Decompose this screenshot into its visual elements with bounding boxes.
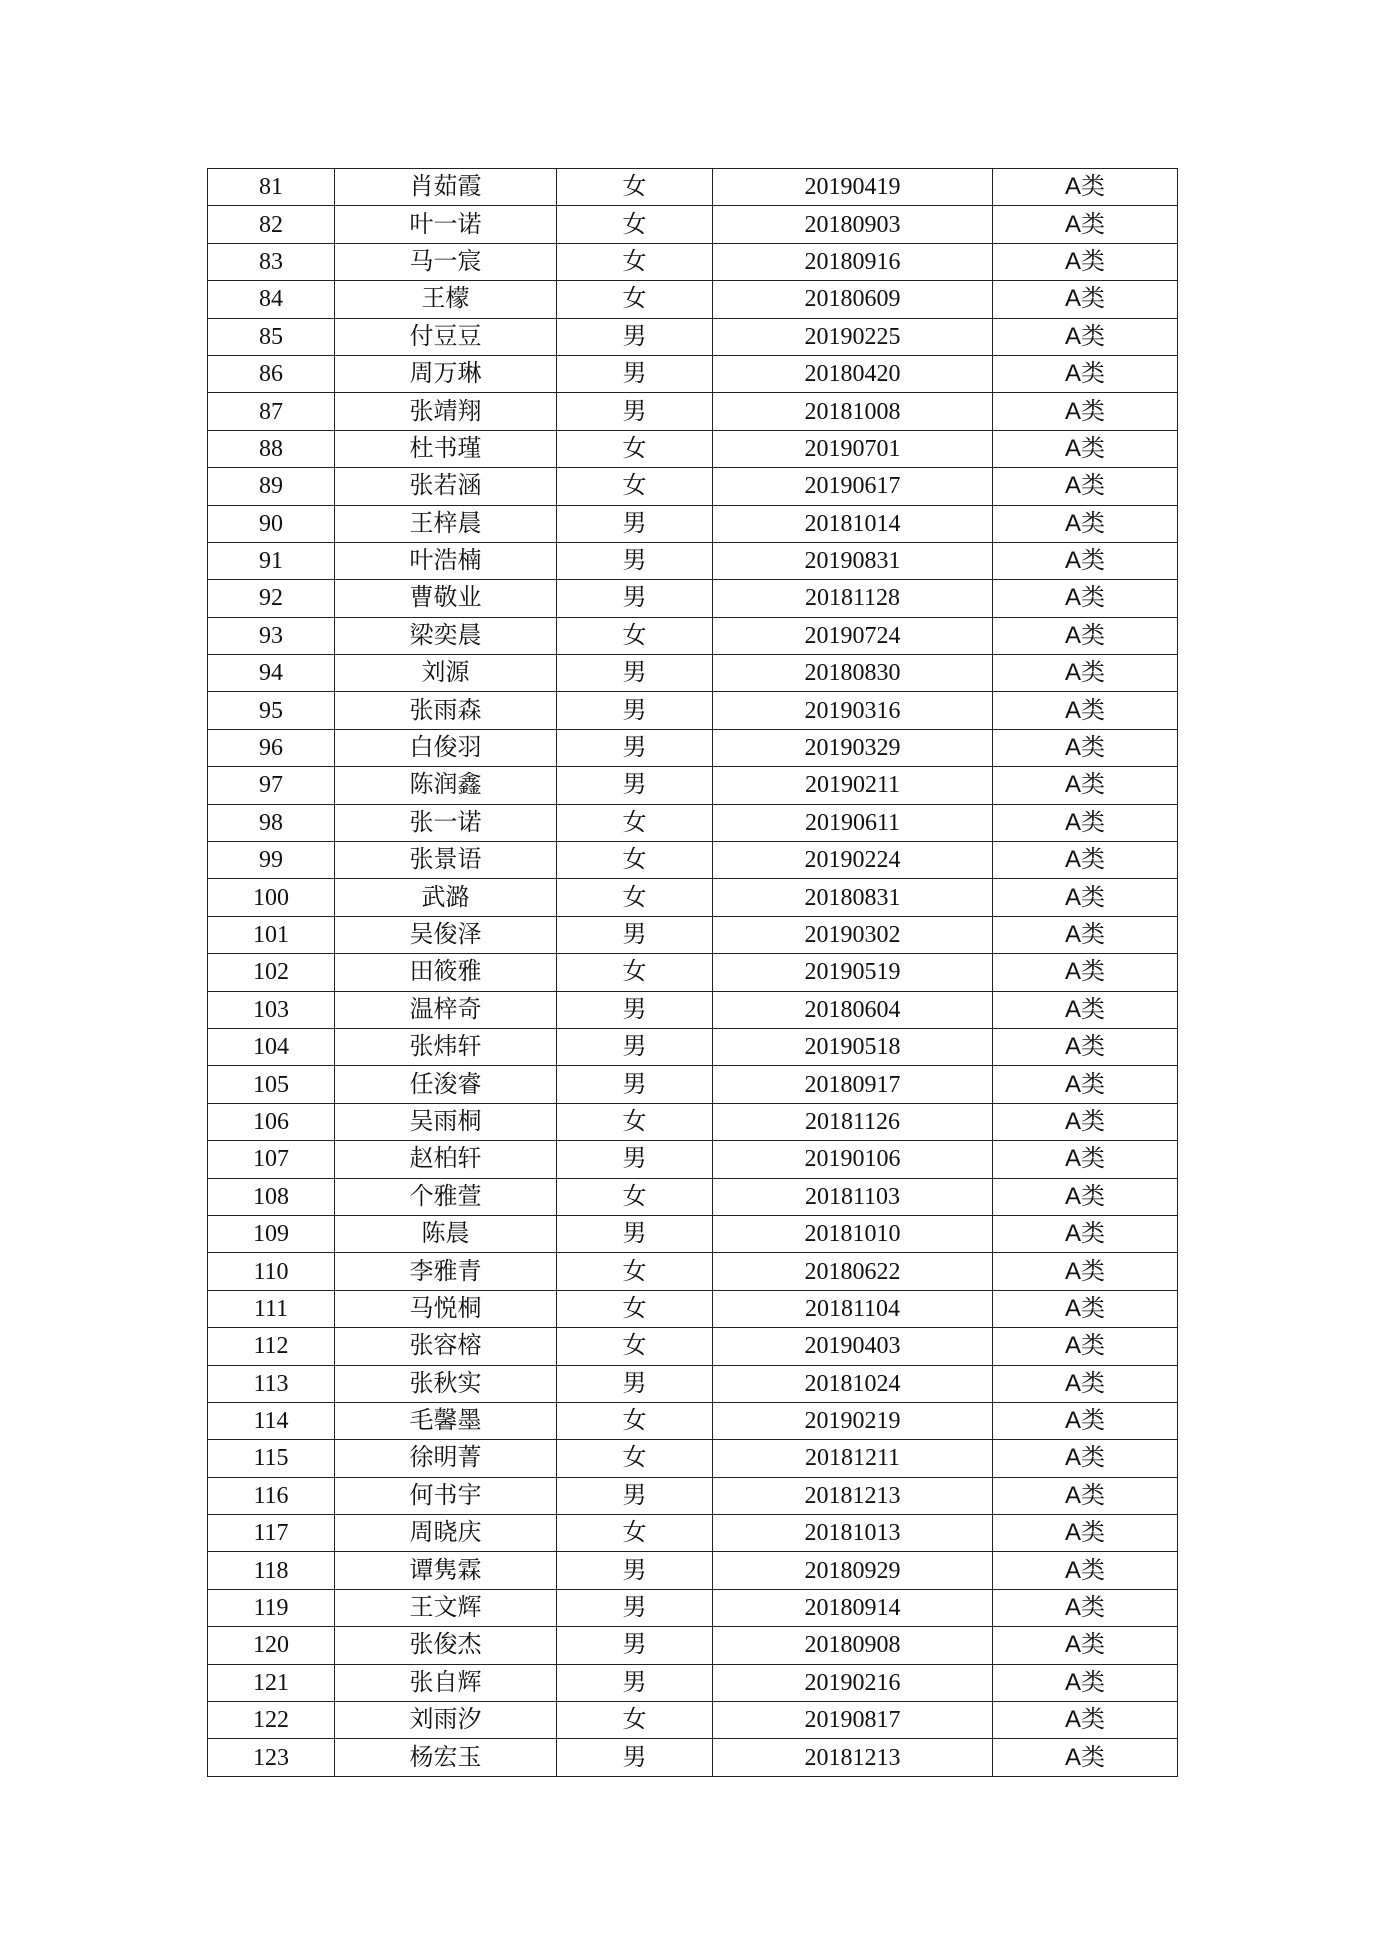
birth-date-cell: 20190211 [713, 767, 993, 804]
table-row [208, 1215, 1178, 1252]
student-name-cell: 温梓奇 [335, 991, 557, 1028]
table-row [208, 1028, 1178, 1065]
category-cell: A类 [993, 1028, 1178, 1065]
category-cell: A类 [993, 1178, 1178, 1215]
student-name-cell: 张俊杰 [335, 1627, 557, 1664]
row-number-cell: 121 [208, 1664, 335, 1701]
row-number-cell: 112 [208, 1328, 335, 1365]
row-number-cell: 111 [208, 1290, 335, 1327]
gender-cell: 女 [557, 430, 713, 467]
birth-date-cell: 20181024 [713, 1365, 993, 1402]
birth-date-cell: 20190302 [713, 916, 993, 953]
table-row [208, 1589, 1178, 1626]
student-name-cell: 张秋实 [335, 1365, 557, 1402]
table-row [208, 505, 1178, 542]
gender-cell: 女 [557, 804, 713, 841]
table-row [208, 1440, 1178, 1477]
row-number-cell: 118 [208, 1552, 335, 1589]
birth-date-cell: 20180622 [713, 1253, 993, 1290]
student-name-cell: 陈润鑫 [335, 767, 557, 804]
birth-date-cell: 20190419 [713, 169, 993, 206]
birth-date-cell: 20190329 [713, 729, 993, 766]
student-name-cell: 王檬 [335, 281, 557, 318]
row-number-cell: 87 [208, 393, 335, 430]
birth-date-cell: 20181013 [713, 1515, 993, 1552]
birth-date-cell: 20181213 [713, 1739, 993, 1776]
gender-cell: 女 [557, 1290, 713, 1327]
student-name-cell: 马悦桐 [335, 1290, 557, 1327]
table-row [208, 916, 1178, 953]
birth-date-cell: 20180917 [713, 1066, 993, 1103]
table-row [208, 804, 1178, 841]
birth-date-cell: 20181126 [713, 1103, 993, 1140]
gender-cell: 男 [557, 1664, 713, 1701]
student-name-cell: 陈晨 [335, 1215, 557, 1252]
table-row [208, 1702, 1178, 1739]
student-name-cell: 吴俊泽 [335, 916, 557, 953]
student-name-cell: 李雅青 [335, 1253, 557, 1290]
table-row [208, 1253, 1178, 1290]
birth-date-cell: 20190831 [713, 542, 993, 579]
row-number-cell: 102 [208, 954, 335, 991]
birth-date-cell: 20180916 [713, 243, 993, 280]
table-row [208, 1515, 1178, 1552]
gender-cell: 女 [557, 468, 713, 505]
gender-cell: 男 [557, 393, 713, 430]
student-name-cell: 付豆豆 [335, 318, 557, 355]
gender-cell: 男 [557, 1739, 713, 1776]
birth-date-cell: 20180831 [713, 879, 993, 916]
student-name-cell: 杨宏玉 [335, 1739, 557, 1776]
category-cell: A类 [993, 169, 1178, 206]
category-cell: A类 [993, 1739, 1178, 1776]
birth-date-cell: 20181128 [713, 580, 993, 617]
category-cell: A类 [993, 1664, 1178, 1701]
student-name-cell: 毛馨墨 [335, 1402, 557, 1439]
birth-date-cell: 20190724 [713, 617, 993, 654]
category-cell: A类 [993, 767, 1178, 804]
gender-cell: 男 [557, 580, 713, 617]
table-row [208, 430, 1178, 467]
gender-cell: 男 [557, 1141, 713, 1178]
row-number-cell: 91 [208, 542, 335, 579]
gender-cell: 女 [557, 243, 713, 280]
student-name-cell: 梁奕晨 [335, 617, 557, 654]
birth-date-cell: 20190817 [713, 1702, 993, 1739]
row-number-cell: 85 [208, 318, 335, 355]
row-number-cell: 113 [208, 1365, 335, 1402]
row-number-cell: 90 [208, 505, 335, 542]
category-cell: A类 [993, 1215, 1178, 1252]
row-number-cell: 110 [208, 1253, 335, 1290]
table-row [208, 355, 1178, 392]
gender-cell: 男 [557, 1066, 713, 1103]
row-number-cell: 105 [208, 1066, 335, 1103]
table-row [208, 1664, 1178, 1701]
category-cell: A类 [993, 542, 1178, 579]
gender-cell: 男 [557, 1365, 713, 1402]
student-name-cell: 叶一诺 [335, 206, 557, 243]
row-number-cell: 88 [208, 430, 335, 467]
category-cell: A类 [993, 804, 1178, 841]
student-name-cell: 张若涵 [335, 468, 557, 505]
row-number-cell: 123 [208, 1739, 335, 1776]
table-row [208, 206, 1178, 243]
birth-date-cell: 20180903 [713, 206, 993, 243]
table-row [208, 1739, 1178, 1776]
category-cell: A类 [993, 1440, 1178, 1477]
category-cell: A类 [993, 243, 1178, 280]
row-number-cell: 89 [208, 468, 335, 505]
table-row [208, 1328, 1178, 1365]
row-number-cell: 104 [208, 1028, 335, 1065]
birth-date-cell: 20181211 [713, 1440, 993, 1477]
table-row [208, 617, 1178, 654]
category-cell: A类 [993, 729, 1178, 766]
category-cell: A类 [993, 1103, 1178, 1140]
row-number-cell: 82 [208, 206, 335, 243]
table-row [208, 393, 1178, 430]
row-number-cell: 103 [208, 991, 335, 1028]
birth-date-cell: 20180830 [713, 655, 993, 692]
category-cell: A类 [993, 1515, 1178, 1552]
row-number-cell: 107 [208, 1141, 335, 1178]
student-name-cell: 张雨森 [335, 692, 557, 729]
gender-cell: 男 [557, 318, 713, 355]
gender-cell: 男 [557, 655, 713, 692]
birth-date-cell: 20181104 [713, 1290, 993, 1327]
category-cell: A类 [993, 1477, 1178, 1514]
birth-date-cell: 20190219 [713, 1402, 993, 1439]
birth-date-cell: 20190611 [713, 804, 993, 841]
table-row [208, 1066, 1178, 1103]
gender-cell: 女 [557, 879, 713, 916]
row-number-cell: 98 [208, 804, 335, 841]
student-name-cell: 刘雨汐 [335, 1702, 557, 1739]
student-name-cell: 田筱雅 [335, 954, 557, 991]
student-name-cell: 吴雨桐 [335, 1103, 557, 1140]
row-number-cell: 115 [208, 1440, 335, 1477]
table-row [208, 954, 1178, 991]
gender-cell: 男 [557, 916, 713, 953]
category-cell: A类 [993, 842, 1178, 879]
gender-cell: 男 [557, 692, 713, 729]
category-cell: A类 [993, 580, 1178, 617]
gender-cell: 女 [557, 617, 713, 654]
row-number-cell: 100 [208, 879, 335, 916]
table-row [208, 655, 1178, 692]
gender-cell: 男 [557, 1477, 713, 1514]
table-row [208, 991, 1178, 1028]
birth-date-cell: 20190617 [713, 468, 993, 505]
gender-cell: 男 [557, 991, 713, 1028]
category-cell: A类 [993, 655, 1178, 692]
table-row [208, 580, 1178, 617]
student-name-cell: 武潞 [335, 879, 557, 916]
birth-date-cell: 20190316 [713, 692, 993, 729]
table-row [208, 169, 1178, 206]
row-number-cell: 114 [208, 1402, 335, 1439]
birth-date-cell: 20190224 [713, 842, 993, 879]
row-number-cell: 117 [208, 1515, 335, 1552]
category-cell: A类 [993, 430, 1178, 467]
birth-date-cell: 20190216 [713, 1664, 993, 1701]
student-name-cell: 王文辉 [335, 1589, 557, 1626]
category-cell: A类 [993, 1627, 1178, 1664]
category-cell: A类 [993, 1066, 1178, 1103]
birth-date-cell: 20190701 [713, 430, 993, 467]
table-row [208, 1402, 1178, 1439]
row-number-cell: 94 [208, 655, 335, 692]
roster-table-body [208, 169, 1178, 1777]
row-number-cell: 96 [208, 729, 335, 766]
student-name-cell: 张自辉 [335, 1664, 557, 1701]
birth-date-cell: 20181014 [713, 505, 993, 542]
category-cell: A类 [993, 206, 1178, 243]
gender-cell: 女 [557, 206, 713, 243]
gender-cell: 男 [557, 1627, 713, 1664]
row-number-cell: 116 [208, 1477, 335, 1514]
table-row [208, 1290, 1178, 1327]
table-row [208, 1477, 1178, 1514]
gender-cell: 女 [557, 954, 713, 991]
student-name-cell: 张炜轩 [335, 1028, 557, 1065]
category-cell: A类 [993, 1253, 1178, 1290]
student-name-cell: 个雅萱 [335, 1178, 557, 1215]
table-row [208, 842, 1178, 879]
category-cell: A类 [993, 1328, 1178, 1365]
category-cell: A类 [993, 1141, 1178, 1178]
gender-cell: 男 [557, 1028, 713, 1065]
gender-cell: 女 [557, 1515, 713, 1552]
table-row [208, 281, 1178, 318]
table-row [208, 1141, 1178, 1178]
student-name-cell: 刘源 [335, 655, 557, 692]
category-cell: A类 [993, 505, 1178, 542]
row-number-cell: 83 [208, 243, 335, 280]
student-name-cell: 王梓晨 [335, 505, 557, 542]
gender-cell: 女 [557, 1103, 713, 1140]
row-number-cell: 109 [208, 1215, 335, 1252]
row-number-cell: 92 [208, 580, 335, 617]
birth-date-cell: 20180420 [713, 355, 993, 392]
row-number-cell: 97 [208, 767, 335, 804]
row-number-cell: 99 [208, 842, 335, 879]
student-name-cell: 赵柏轩 [335, 1141, 557, 1178]
row-number-cell: 95 [208, 692, 335, 729]
student-name-cell: 张靖翔 [335, 393, 557, 430]
category-cell: A类 [993, 954, 1178, 991]
birth-date-cell: 20190518 [713, 1028, 993, 1065]
student-name-cell: 曹敬业 [335, 580, 557, 617]
category-cell: A类 [993, 617, 1178, 654]
gender-cell: 女 [557, 169, 713, 206]
gender-cell: 男 [557, 355, 713, 392]
category-cell: A类 [993, 1702, 1178, 1739]
table-row [208, 542, 1178, 579]
table-row [208, 1103, 1178, 1140]
student-name-cell: 张容榕 [335, 1328, 557, 1365]
category-cell: A类 [993, 1402, 1178, 1439]
student-name-cell: 白俊羽 [335, 729, 557, 766]
row-number-cell: 93 [208, 617, 335, 654]
student-name-cell: 徐明菁 [335, 1440, 557, 1477]
student-name-cell: 叶浩楠 [335, 542, 557, 579]
table-row [208, 243, 1178, 280]
category-cell: A类 [993, 355, 1178, 392]
birth-date-cell: 20181010 [713, 1215, 993, 1252]
row-number-cell: 108 [208, 1178, 335, 1215]
birth-date-cell: 20190519 [713, 954, 993, 991]
table-row [208, 879, 1178, 916]
gender-cell: 女 [557, 1178, 713, 1215]
birth-date-cell: 20190403 [713, 1328, 993, 1365]
student-name-cell: 谭隽霖 [335, 1552, 557, 1589]
roster-table [207, 168, 1178, 1777]
student-name-cell: 杜书瑾 [335, 430, 557, 467]
table-row [208, 767, 1178, 804]
row-number-cell: 119 [208, 1589, 335, 1626]
row-number-cell: 120 [208, 1627, 335, 1664]
category-cell: A类 [993, 1552, 1178, 1589]
gender-cell: 女 [557, 1253, 713, 1290]
gender-cell: 男 [557, 505, 713, 542]
birth-date-cell: 20180914 [713, 1589, 993, 1626]
table-row [208, 1627, 1178, 1664]
birth-date-cell: 20181008 [713, 393, 993, 430]
student-name-cell: 何书宇 [335, 1477, 557, 1514]
gender-cell: 女 [557, 842, 713, 879]
gender-cell: 女 [557, 1402, 713, 1439]
gender-cell: 男 [557, 729, 713, 766]
row-number-cell: 101 [208, 916, 335, 953]
row-number-cell: 86 [208, 355, 335, 392]
birth-date-cell: 20190225 [713, 318, 993, 355]
table-row [208, 468, 1178, 505]
category-cell: A类 [993, 991, 1178, 1028]
table-row [208, 1178, 1178, 1215]
table-row [208, 1552, 1178, 1589]
gender-cell: 女 [557, 1702, 713, 1739]
row-number-cell: 106 [208, 1103, 335, 1140]
category-cell: A类 [993, 1290, 1178, 1327]
student-name-cell: 张景语 [335, 842, 557, 879]
gender-cell: 男 [557, 1589, 713, 1626]
table-row [208, 729, 1178, 766]
birth-date-cell: 20180908 [713, 1627, 993, 1664]
birth-date-cell: 20180609 [713, 281, 993, 318]
student-name-cell: 张一诺 [335, 804, 557, 841]
gender-cell: 男 [557, 1215, 713, 1252]
category-cell: A类 [993, 1365, 1178, 1402]
student-name-cell: 任浚睿 [335, 1066, 557, 1103]
table-row [208, 692, 1178, 729]
student-name-cell: 周万琳 [335, 355, 557, 392]
birth-date-cell: 20190106 [713, 1141, 993, 1178]
birth-date-cell: 20180929 [713, 1552, 993, 1589]
table-row [208, 318, 1178, 355]
gender-cell: 男 [557, 767, 713, 804]
category-cell: A类 [993, 318, 1178, 355]
gender-cell: 男 [557, 1552, 713, 1589]
student-name-cell: 肖茹霞 [335, 169, 557, 206]
gender-cell: 女 [557, 281, 713, 318]
category-cell: A类 [993, 393, 1178, 430]
category-cell: A类 [993, 692, 1178, 729]
row-number-cell: 81 [208, 169, 335, 206]
gender-cell: 女 [557, 1440, 713, 1477]
birth-date-cell: 20181213 [713, 1477, 993, 1514]
category-cell: A类 [993, 916, 1178, 953]
category-cell: A类 [993, 468, 1178, 505]
row-number-cell: 122 [208, 1702, 335, 1739]
gender-cell: 男 [557, 542, 713, 579]
student-name-cell: 周晓庆 [335, 1515, 557, 1552]
category-cell: A类 [993, 879, 1178, 916]
category-cell: A类 [993, 281, 1178, 318]
row-number-cell: 84 [208, 281, 335, 318]
birth-date-cell: 20181103 [713, 1178, 993, 1215]
gender-cell: 女 [557, 1328, 713, 1365]
table-row [208, 1365, 1178, 1402]
birth-date-cell: 20180604 [713, 991, 993, 1028]
category-cell: A类 [993, 1589, 1178, 1626]
student-name-cell: 马一宸 [335, 243, 557, 280]
